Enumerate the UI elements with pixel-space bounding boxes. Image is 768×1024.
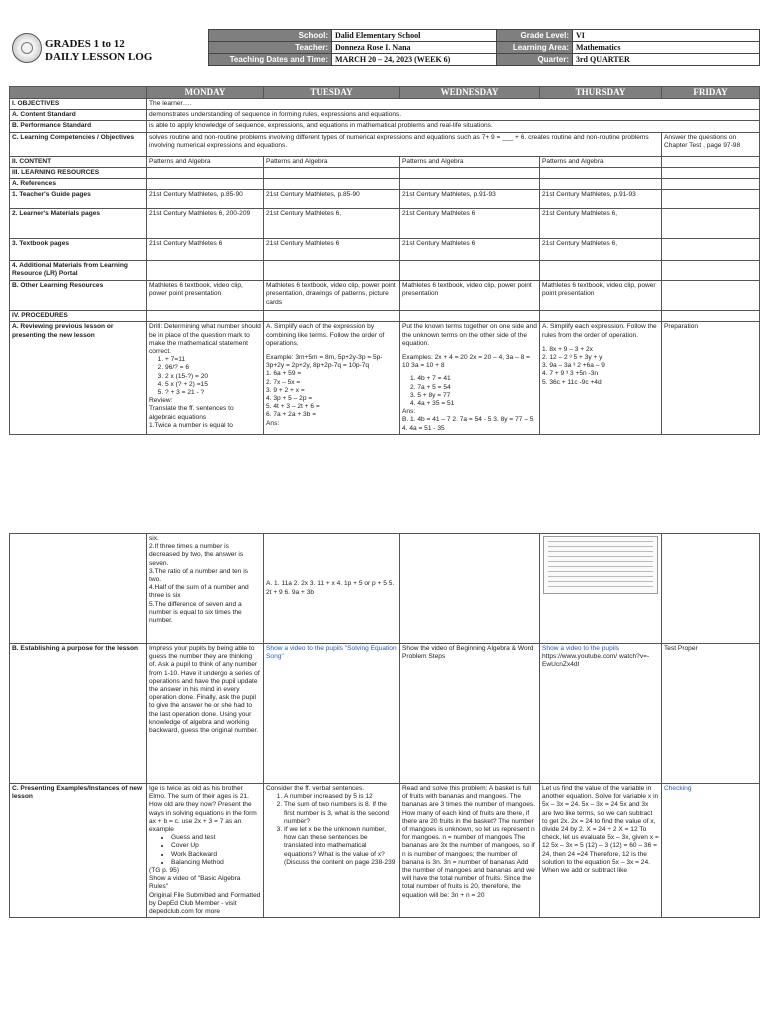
review-row [10, 322, 760, 434]
references-row [10, 179, 760, 190]
competencies-friday: Answer the questions on Chapter Test , page 97-98 [662, 132, 760, 156]
tg-friday [662, 190, 760, 209]
presenting-thursday: Let us find the value of the variable in another equation. Solve for variable x in 5x – 3x = 24. 5x – 3x = 24 5x and 3x are two like terms, so we can subtract to get 2x. 2x = 24 to find the value of x, divide 24 by 2. X = 24 ÷ 2 X = 12 To check, let us evaluate 5x – 3x, given x = 12 5x – 3x = 5 (12) – 3 (12) = 60 – 36 = 24, then 24 =24 Therefore, 12 is the solution to the equation 5x – 3x = 24. When we add or subtract like [540, 784, 662, 918]
page-two [0, 475, 768, 1024]
objectives-label: I. OBJECTIVES [10, 99, 147, 110]
purpose-label: B. Establishing a purpose for the lesson [10, 644, 147, 784]
tb-tuesday: 21st Century Mathletes 6 [264, 239, 400, 261]
content-friday [662, 156, 760, 167]
grade-value: VI [573, 30, 760, 42]
lm-monday: 21st Century Mathletes 6, 200-209 [147, 209, 264, 239]
performance-standard-label: B. Performance Standard [10, 121, 147, 132]
content-standard-text: demonstrates understanding of sequence in forming rules, expressions and equations. [147, 110, 760, 121]
list-item: • Guess and test [171, 834, 261, 842]
title-line-2: DAILY LESSON LOG [45, 51, 153, 63]
list-item: 3. 9a – 3a ³ 2 +6a – 9 [542, 362, 605, 370]
page-one [0, 0, 768, 475]
list-item: • Work Backward [171, 851, 261, 859]
review-wed-intro: Put the known terms together on one side and the unknown terms on the other side of the equation. [402, 323, 537, 347]
list-item: 5. 36c + 11c -9c +4d [542, 378, 602, 386]
log-title [45, 38, 152, 64]
dates-label: Teaching Dates and Time: [209, 54, 332, 66]
pres-mon-text: Ige is twice as old as his brother Elmo. The sum of their ages is 21. How old are they now? Present the ways in solving equations in the form ax + b = c. use 2x + 3 = 7 as an example [149, 785, 257, 834]
worksheet-image [540, 534, 662, 644]
list-item: Ans: [266, 419, 280, 427]
header-info-table [208, 29, 760, 66]
quarter-label: Quarter: [497, 54, 573, 66]
review-thursday [540, 322, 662, 434]
teacher-label: Teacher: [209, 42, 332, 54]
area-value: Mathematics [573, 42, 760, 54]
presenting-wednesday: Read and solve this problem: A basket is full of fruits with bananas and mangoes. The bananas are 3 times the number of mangoes. How many of each kind of fruits are there, if there are 20 fruits in the basket? The number of mangoes is unknown, so let us represent n for mangoes. n = number of mangoes The bananas are 3x the number of mangoes, so if n is number of mangoes; the number of banana is 3n. 3n = number of bananas Add the number of mangoes and bananas and we will have the total number of fruits. Since the total number of fruits is 20, therefore, the equation will be: 3n + n = 20 [400, 784, 540, 918]
purpose-thu-link: Show a video to the pupils [542, 645, 619, 652]
tg-label: 1. Teacher's Guide pages [10, 190, 147, 209]
lm-label: 2. Learner's Materials pages [10, 209, 147, 239]
list-item: 4.Half of the sum of a number and three is six [149, 584, 249, 600]
list-item: • Balancing Method [171, 859, 261, 867]
content-row [10, 156, 760, 167]
content-standard-row [10, 110, 760, 121]
list-item: 1. A number increased by 5 is 12 [284, 793, 397, 801]
list-item: 2. 96/? = 6 [165, 364, 261, 372]
school-label: School: [209, 30, 332, 42]
tb-wednesday: 21st Century Mathletes 6 [400, 239, 540, 261]
pres-mon-tg: (TG p. 95) [149, 867, 180, 875]
lesson-table-page-2 [9, 533, 760, 918]
review-thu-intro: A. Simplify each expression. Follow the rules from the order of operation. [542, 323, 657, 339]
lm-wednesday: 21st Century Mathletes 6 [400, 209, 540, 239]
other-monday: Mathletes 6 textbook, video clip, power point presentation [147, 281, 264, 311]
lesson-table-page-1 [9, 86, 760, 435]
review-wed-example: Examples: 2x + 4 = 20 2x = 20 – 4, 3a – 8 = 10 3a = 10 + 8 [402, 354, 530, 370]
content-tuesday: Patterns and Algebra [264, 156, 400, 167]
list-item: 1. 6a + 59 = [266, 370, 302, 378]
lm-row [10, 209, 760, 239]
other-friday [662, 281, 760, 311]
other-resources-row [10, 281, 760, 311]
purpose-row [10, 644, 760, 784]
list-item: 3.The ratio of a number and ten is two. [149, 567, 248, 584]
review-tue-answers: A. 1. 11a 2. 2x 3. 11 + x 4. 1p + 5 or p + 5 5. 2t + 9 6. 9a + 3b [266, 580, 395, 596]
presenting-tuesday [264, 784, 400, 918]
pres-tue-list [266, 793, 397, 867]
procedures-row [10, 311, 760, 322]
list-item: 3. 9 + 2 + x = [266, 386, 305, 394]
list-item: 4. 3p + 5 – 2p = [266, 395, 313, 403]
purpose-friday: Test Proper [662, 644, 760, 784]
other-wednesday: Mathletes 6 textbook, video clip, power point presentation [400, 281, 540, 311]
review-monday-cont [147, 534, 264, 644]
review-wed-ans-text: B. 1. 4b = 41 – 7 2. 7a = 54 - 5 3. 8y = 77 – 5 4. 4a = 51 - 35 [402, 416, 534, 432]
competencies-text: solves routine and non-routine problems involving different types of numerical expressions and equations such as 7+ 9 = ___ + 6. creates routine and non-routine problems involving numerical expressions and equations. [147, 132, 662, 156]
review-mon-intro: Drill: Determining what number should be in place of the question mark to make the mathematical statement correct. [149, 323, 261, 356]
list-item: 2.If three times a number is decreased by two, the answer is seven. [149, 543, 244, 567]
content-monday: Patterns and Algebra [147, 156, 264, 167]
purpose-monday: Impress your pupils by being able to guess the number they are thinking of. Ask a pupil to think of any number from 1-10. Have it undergo a series of operations and have the pupil update the answer in his mind in every operation done. Finally, ask the pupil to give the answer he or she had to the last operation done. Using your knowledge of algebra and working backward, guess the original number. [147, 644, 264, 784]
review-mon-list [149, 356, 261, 397]
list-item: 4. 7 + 9 ³ 3 +5n -3n [542, 370, 599, 378]
list-item: 5. 4t + 3 – 2t + 6 = [266, 403, 320, 411]
pres-mon-video: Show a video of "Basic Algebra Rules" [149, 875, 241, 891]
list-item: 2. 12 – 2 ³ 5 + 3y + y [542, 354, 603, 362]
content-thursday: Patterns and Algebra [540, 156, 662, 167]
list-item: 3. 5 + 8y = 77 [410, 391, 451, 399]
other-thursday: Mathletes 6 textbook, video clip, power point presentation [540, 281, 662, 311]
area-label: Learning Area: [497, 42, 573, 54]
tb-thursday: 21st Century Mathletes 6, [540, 239, 662, 261]
list-item: 1. + 7=11 [165, 356, 261, 364]
other-resources-label: B. Other Learning Resources [10, 281, 147, 311]
list-item: • Cover Up [171, 842, 261, 850]
quarter-value: 3rd QUARTER [573, 54, 760, 66]
resources-row [10, 167, 760, 178]
other-tuesday: Mathletes 6 textbook, video clip, power point presentation, drawings of patterns, picture cards [264, 281, 400, 311]
review-monday [147, 322, 264, 434]
review-wednesday [400, 322, 540, 434]
list-item: 5.The difference of seven and a number is equal to six times the number. [149, 600, 242, 625]
day-header-row [10, 87, 760, 99]
list-item: 2. 7x – 5x = [266, 378, 301, 386]
day-thursday: THURSDAY [540, 87, 662, 99]
competencies-row [10, 132, 760, 156]
list-item: 3. If we let x be the unknown number, how can these sentences be translated into mathematical equations? What is the value of x? (Discuss the content on page 238-239 [284, 826, 397, 867]
list-item: 1. 4b + 7 = 41 [410, 375, 451, 383]
list-item: 4. 5 x (? + 2) =15 [165, 381, 261, 389]
tg-tuesday: 21st Century Mathletes, p.85-90 [264, 190, 400, 209]
list-item: 6. 7a + 2a + 3b = [266, 411, 317, 419]
review-mon-cont: six. [149, 535, 159, 542]
review-continued-row [10, 534, 760, 644]
content-label: II. CONTENT [10, 156, 147, 167]
grade-label: Grade Level: [497, 30, 573, 42]
presenting-friday: Checking [662, 784, 760, 918]
title-line-1: GRADES 1 to 12 [45, 38, 125, 50]
additional-materials-row [10, 261, 760, 281]
presenting-row [10, 784, 760, 918]
list-item: 1. 8x + 9 – 3 + 2x [542, 345, 593, 353]
review-tue-intro: A. Simplify each of the expression by combining like terms. Follow the order of operations. [266, 323, 385, 347]
review-tue-example: Example: 3m+5m = 8m, 5p+2y-3p = 5p-3p+2y = 2p+2y, 8p+2p-7q = 10p-7q [266, 354, 383, 370]
worksheet-thumbnail-icon [543, 536, 658, 594]
review-wed-ans-label: Ans: [402, 408, 416, 416]
presenting-label: C. Presenting Examples/Instances of new lesson [10, 784, 147, 918]
list-item: 5. ? + 3 = 21 - ? [165, 389, 261, 397]
lm-tuesday: 21st Century Mathletes 6, [264, 209, 400, 239]
review-mon-first: 1.Twice a number is equal to [149, 421, 233, 429]
list-item: 2. 7a + 5 = 54 [410, 383, 451, 391]
teacher-value: Donneza Rose I. Nana [332, 42, 497, 54]
tg-row [10, 190, 760, 209]
deped-seal-icon [12, 33, 42, 63]
tb-label: 3. Textbook pages [10, 239, 147, 261]
tb-friday [662, 239, 760, 261]
purpose-thursday [540, 644, 662, 784]
purpose-wednesday: Show the video of Beginning Algebra & Word Problem Steps [400, 644, 540, 784]
lm-thursday: 21st Century Mathletes 6, [540, 209, 662, 239]
tg-monday: 21st Century Mathletes, p.85-90 [147, 190, 264, 209]
purpose-tuesday: Show a video to the pupils "Solving Equation Song" [264, 644, 400, 784]
day-wednesday: WEDNESDAY [400, 87, 540, 99]
list-item: 2. The sum of two numbers is 8. If the first number is 3, what is the second number? [284, 801, 397, 826]
pres-mon-credit: Original File Submitted and Formatted by DepEd Club Member - visit depedclub.com for more [149, 891, 261, 916]
resources-label: III. LEARNING RESOURCES [10, 167, 147, 178]
list-item: 3. 2 x (15-?) = 20 [165, 373, 261, 381]
pres-mon-list [149, 834, 261, 867]
school-value: Dalid Elementary School [332, 30, 497, 42]
objectives-row [10, 99, 760, 110]
additional-materials-label: 4. Additional Materials from Learning Resource (LR) Portal [10, 261, 147, 281]
purpose-thu-url: https://www.youtube.com/ watch?v=-EwUcnZx4dI [542, 653, 650, 669]
day-monday: MONDAY [147, 87, 264, 99]
content-wednesday: Patterns and Algebra [400, 156, 540, 167]
performance-standard-text: is able to apply knowledge of sequence, expressions, and equations in mathematical problems and real-life situations. [147, 121, 760, 132]
day-tuesday: TUESDAY [264, 87, 400, 99]
pres-tue-intro: Consider the ff. verbal sentences. [266, 785, 365, 792]
dates-value: MARCH 20 – 24, 2023 (WEEK 6) [332, 54, 497, 66]
competencies-label: C. Learning Competencies / Objectives [10, 132, 147, 156]
review-tuesday [264, 322, 400, 434]
tg-thursday: 21st Century Mathletes, p.91-93 [540, 190, 662, 209]
review-mon-translate: Translate the ff. sentences to algebraic equations [149, 405, 234, 421]
tb-monday: 21st Century Mathletes 6 [147, 239, 264, 261]
review-friday: Preparation [662, 322, 760, 434]
references-label: A. References [10, 179, 147, 190]
tg-wednesday: 21st Century Mathletes, p.91-93 [400, 190, 540, 209]
performance-standard-row [10, 121, 760, 132]
content-standard-label: A. Content Standard [10, 110, 147, 121]
review-mon-review: Review: [149, 397, 173, 405]
objectives-text: The learner…. [147, 99, 760, 110]
review-tuesday-cont [264, 534, 400, 644]
list-item: 4. 4a + 35 = 51 [410, 400, 455, 408]
day-friday: FRIDAY [662, 87, 760, 99]
tb-row [10, 239, 760, 261]
review-label: A. Reviewing previous lesson or presenting the new lesson [10, 322, 147, 434]
presenting-monday [147, 784, 264, 918]
lm-friday [662, 209, 760, 239]
procedures-label: IV. PROCEDURES [10, 311, 147, 322]
